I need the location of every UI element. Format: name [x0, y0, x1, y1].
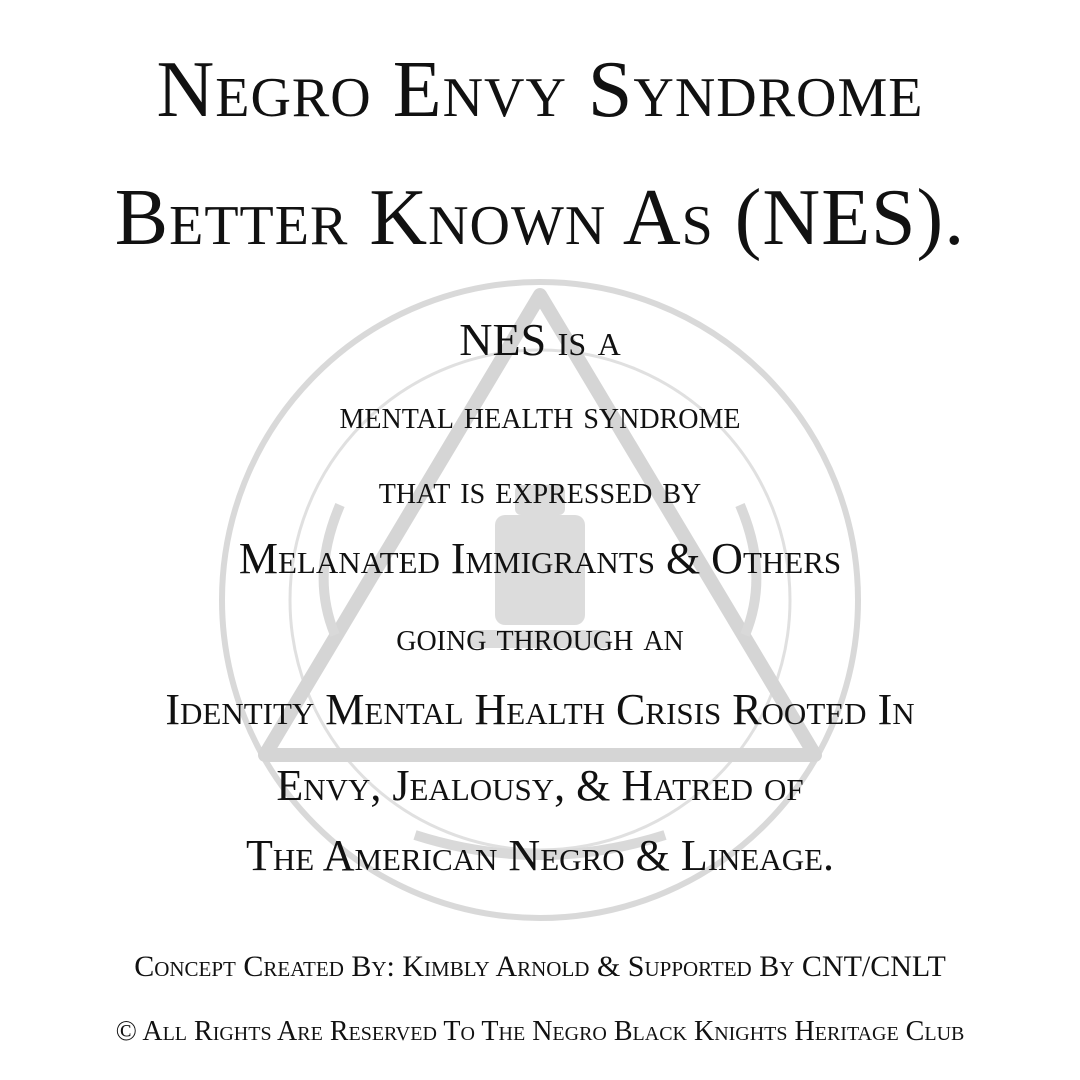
- body-line: mental health syndrome: [339, 392, 741, 437]
- concept-credit: Concept Created By: Kimbly Arnold & Supported By CNT/CNLT: [134, 950, 946, 983]
- body-line: Melanated Immigrants & Others: [238, 534, 842, 583]
- body-line: The American Negro & Lineage.: [245, 831, 835, 880]
- body-line: that is expressed by: [378, 467, 702, 512]
- copyright-notice: © All Rights Are Reserved To The Negro Black Knights Heritage Club: [115, 1016, 965, 1047]
- title-line-2: Better Known As (NES).: [114, 174, 966, 262]
- title-line-1: Negro Envy Syndrome: [156, 46, 924, 134]
- body-line: Envy, Jealousy, & Hatred of: [276, 761, 804, 810]
- body-line: Identity Mental Health Crisis Rooted In: [165, 685, 915, 734]
- body-line: going through an: [396, 614, 684, 659]
- body-line: NES is a: [459, 314, 621, 365]
- crest-seal-watermark-icon: [215, 275, 865, 925]
